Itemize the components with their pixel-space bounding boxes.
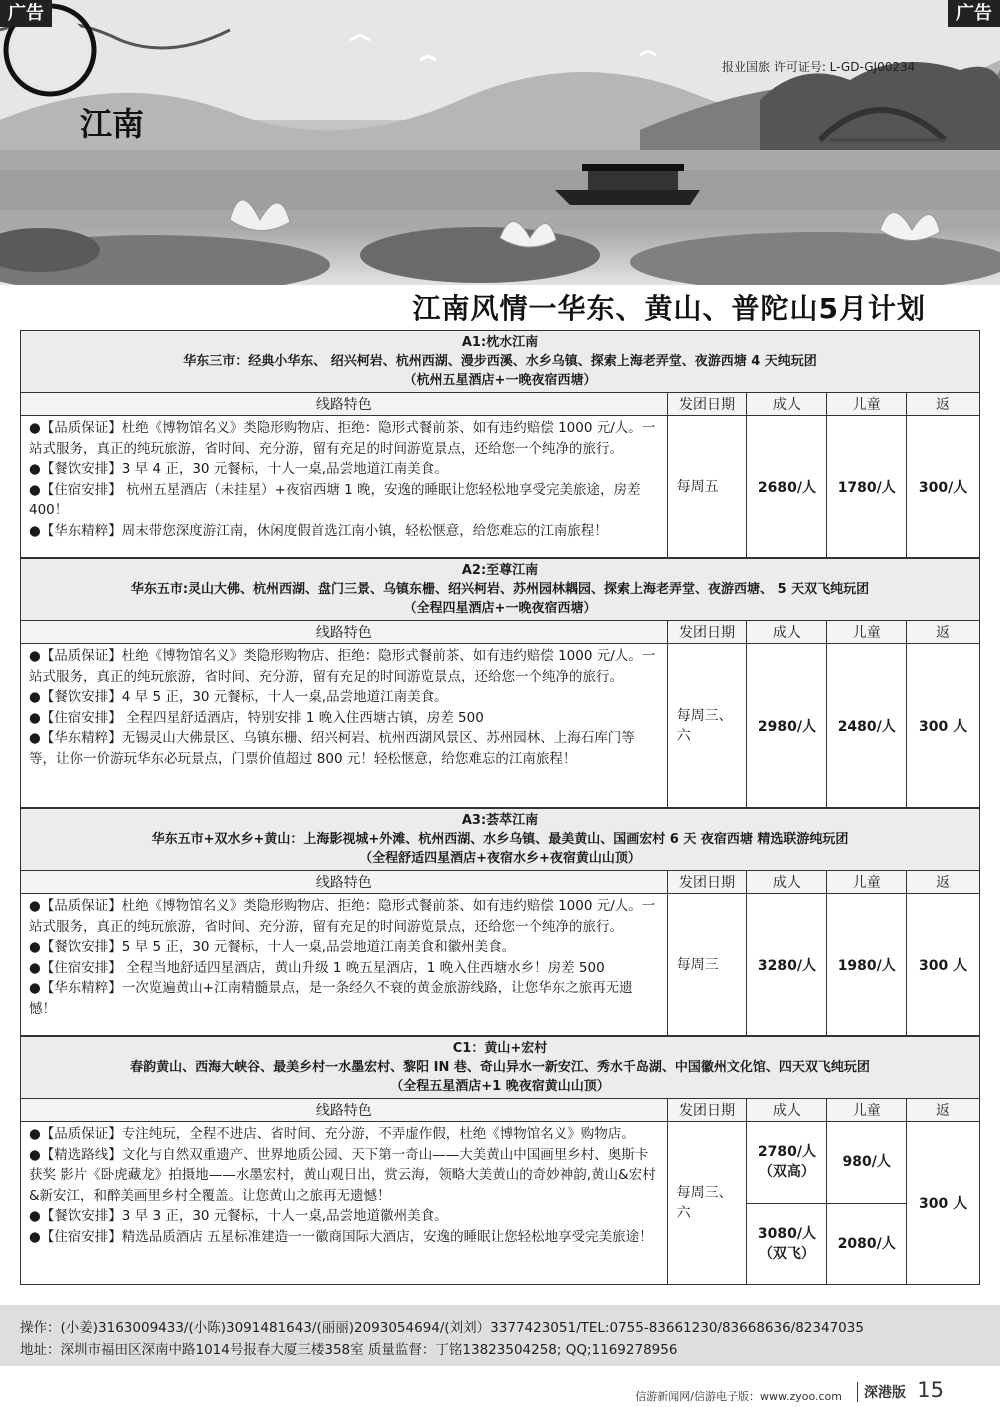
section-subtitle: 华东三市：经典小华东、 绍兴柯岩、杭州西湖、漫步西溪、水乡乌镇、探索上海老弄堂、夜游西塘 4 天纯玩团 <box>183 354 817 369</box>
features-cell <box>21 644 668 807</box>
section-hotel: （全程舒适四星酒店+夜宿水乡+夜宿黄山山顶） <box>359 851 641 866</box>
section-subtitle: 华东五市+双水乡+黄山：上海影视城+外滩、杭州西湖、水乡乌镇、最美黄山、国画宏村 6 天 夜宿西塘 精选联游纯玩团 <box>151 832 849 847</box>
section-name: A3:荟萃江南 <box>461 813 539 828</box>
col-rebate: 返 <box>907 1099 979 1121</box>
child-price: 2480/人 <box>827 644 907 807</box>
logo-text: 江南 <box>79 105 144 143</box>
col-adult: 成人 <box>747 1099 827 1121</box>
address-line: 地址：深圳市福田区深南中路1014号报春大厦三楼358室 质量监督：丁铭13823504258; QQ;1169278956 <box>20 1342 678 1358</box>
feature-line: ●【品质保证】专注纯玩，全程不进店、省时间、充分游，不弄虚作假，杜绝《博物馆名义》购物店。 <box>29 1126 635 1142</box>
page-title: 江南风情一华东、黄山、普陀山5月计划 <box>412 292 926 325</box>
contact-line: 操作：(小姜)3163009433/(小陈)3091481643/(丽丽)2093054694/(刘刘）3377423051/TEL:0755-83661230/83668636/82347035 <box>20 1320 864 1336</box>
child-price: 1780/人 <box>827 416 907 557</box>
license-number: 报业国旅 许可证号: L-GD-GJ00234 <box>722 60 916 74</box>
section-hotel: （全程五星酒店+1 晚夜宿黄山山顶） <box>390 1079 610 1094</box>
section-name: A2:至尊江南 <box>461 563 539 578</box>
feature-line: ●【住宿安排】 全程四星舒适酒店，特别安排 1 晚入住西塘古镇，房差 500 <box>29 709 484 726</box>
col-rebate: 返 <box>907 871 979 893</box>
adult-price-option: 2780/人 （双高） <box>757 1144 816 1181</box>
section-subtitle: 华东五市:灵山大佛、杭州西湖、盘门三景、乌镇东栅、绍兴柯岩、苏州园林耦园、探索上海老弄堂、夜游西塘、 5 天双飞纯玩团 <box>130 582 870 597</box>
col-child: 儿童 <box>827 1099 907 1121</box>
child-price-option: 980/人 <box>842 1154 891 1171</box>
col-features: 线路特色 <box>21 621 668 643</box>
table-row <box>21 416 979 558</box>
column-header-row <box>21 621 979 644</box>
adult-price: 2980/人 <box>747 644 827 807</box>
adult-price-option: 3080/人 （双飞） <box>747 1203 826 1285</box>
col-child: 儿童 <box>827 621 907 643</box>
table-row <box>21 894 979 1036</box>
rebate-price: 300 人 <box>919 1196 968 1212</box>
page-footer <box>0 1378 1000 1407</box>
section-hotel: （全程四星酒店+一晚夜宿西塘） <box>403 601 597 616</box>
date-cell: 每周三 <box>668 894 748 1035</box>
rebate-price: 300 人 <box>919 957 968 974</box>
date-cell: 每周三、六 <box>668 1122 748 1284</box>
banner-image <box>0 0 1000 285</box>
features-cell <box>21 416 668 557</box>
feature-line: ●【餐饮安排】5 早 5 正，30 元餐标，十人一桌,品尝地道江南美食和徽州美食。 <box>29 939 516 955</box>
col-rebate: 返 <box>907 621 979 643</box>
feature-line: ●【华东精粹】无锡灵山大佛景区、乌镇东栅、绍兴柯岩、杭州西湖风景区、苏州园林、上海石库门等等，让你一价游玩华东必玩景点，门票价值超过 800 元！轻松惬意，给您难忘的江南旅程！ <box>29 730 635 767</box>
feature-line: ●【住宿安排】精选品质酒店 五星标准建造一一徽商国际大酒店，安逸的睡眠让您轻松地享受完美旅途！ <box>29 1228 653 1245</box>
col-child: 儿童 <box>827 871 907 893</box>
col-features: 线路特色 <box>21 871 668 893</box>
feature-line: ●【餐饮安排】4 早 5 正，30 元餐标，十人一桌,品尝地道江南美食。 <box>29 689 448 705</box>
col-date: 发团日期 <box>668 871 748 893</box>
col-child: 儿童 <box>827 393 907 415</box>
feature-line: ●【餐饮安排】3 早 3 正，30 元餐标，十人一桌,品尝地道徽州美食。 <box>29 1208 448 1224</box>
feature-line: ●【品质保证】杜绝《博物馆名义》类隐形购物店、拒绝：隐形式餐前茶、如有违约赔偿 1000 元/人。一站式服务，真正的纯玩旅游，省时间、充分游，留有充足的时间游览景点，还给您一个纯净的旅行。 <box>29 420 656 457</box>
features-cell <box>21 894 668 1035</box>
feature-line: ●【华东精粹】一次览遍黄山+江南精髓景点，是一条经久不衰的黄金旅游线路，让您华东之旅再无遗憾！ <box>29 980 633 1017</box>
website-text: 信游新闻网/信游电子版：www.zyoo.com <box>635 1390 842 1403</box>
child-price-group <box>827 1122 907 1284</box>
section-header-a2 <box>21 558 979 621</box>
tour-table <box>20 330 980 1285</box>
feature-line: ●【品质保证】杜绝《博物馆名义》类隐形购物店、拒绝：隐形式餐前茶、如有违约赔偿 1000 元/人。一站式服务，真正的纯玩旅游，省时间、充分游，留有充足的时间游览景点，还给您一个纯净的旅行。 <box>29 898 656 935</box>
col-adult: 成人 <box>747 871 827 893</box>
child-price: 1980/人 <box>827 894 907 1035</box>
col-features: 线路特色 <box>21 1099 668 1121</box>
column-header-row <box>21 1099 979 1122</box>
section-name: C1：黄山+宏村 <box>452 1041 548 1056</box>
table-row <box>21 644 979 808</box>
child-price-option: 2080/人 <box>827 1203 906 1285</box>
adult-price: 2680/人 <box>747 416 827 557</box>
col-date: 发团日期 <box>668 621 748 643</box>
edition-label: 深港版 <box>857 1382 906 1402</box>
section-header-a1 <box>21 331 979 393</box>
features-cell <box>21 1122 668 1284</box>
col-adult: 成人 <box>747 393 827 415</box>
col-rebate: 返 <box>907 393 979 415</box>
date-cell: 每周五 <box>668 416 748 557</box>
section-header-c1 <box>21 1036 979 1099</box>
feature-line: ●【华东精粹】周末带您深度游江南，休闲度假首选江南小镇，轻松惬意，给您难忘的江南旅程！ <box>29 522 608 539</box>
section-name: A1:枕水江南 <box>461 335 539 350</box>
ad-label-left: 广告 <box>0 0 52 27</box>
section-header-a3 <box>21 808 979 871</box>
feature-line: ●【品质保证】杜绝《博物馆名义》类隐形购物店、拒绝：隐形式餐前茶、如有违约赔偿 1000 元/人。一站式服务，真正的纯玩旅游，省时间、充分游，留有充足的时间游览景点，还给您一个纯净的旅行。 <box>29 648 656 685</box>
col-date: 发团日期 <box>668 1099 748 1121</box>
adult-price-group <box>747 1122 827 1284</box>
page-number: 15 <box>917 1378 944 1402</box>
ad-label-right: 广告 <box>948 0 1000 27</box>
feature-line: ●【精选路线】文化与自然双重遗产、世界地质公园、天下第一奇山——大美黄山中国画里乡村、奥斯卡获奖 影片《卧虎藏龙》拍摄地——水墨宏村，黄山观日出，赏云海，领略大美黄山的奇妙神韵,黄山&宏村&新安江，和醉美画里乡村全覆盖。让您黄山之旅再无遗憾！ <box>29 1146 656 1204</box>
date-cell: 每周三、六 <box>668 644 748 807</box>
column-header-row <box>21 393 979 416</box>
contact-footer <box>0 1305 1000 1366</box>
section-subtitle: 春韵黄山、西海大峡谷、最美乡村一水墨宏村、黎阳 IN 巷、奇山异水一新安江、秀水千岛湖、中国徽州文化馆、四天双飞纯玩团 <box>130 1060 870 1075</box>
col-date: 发团日期 <box>668 393 748 415</box>
column-header-row <box>21 871 979 894</box>
rebate-price: 300 人 <box>919 718 968 735</box>
col-features: 线路特色 <box>21 393 668 415</box>
section-hotel: （杭州五星酒店+一晚夜宿西塘） <box>403 373 597 388</box>
feature-line: ●【餐饮安排】3 早 4 正，30 元餐标，十人一桌,品尝地道江南美食。 <box>29 461 448 477</box>
table-row <box>21 1122 979 1284</box>
adult-price: 3280/人 <box>747 894 827 1035</box>
feature-line: ●【住宿安排】 全程当地舒适四星酒店，黄山升级 1 晚五星酒店，1 晚入住西塘水乡！房差 500 <box>29 959 605 976</box>
col-adult: 成人 <box>747 621 827 643</box>
rebate-price: 300/人 <box>918 479 968 496</box>
feature-line: ●【住宿安排】 杭州五星酒店（未挂星）+夜宿西塘 1 晚，安逸的睡眠让您轻松地享受完美旅途，房差 400！ <box>29 481 641 518</box>
